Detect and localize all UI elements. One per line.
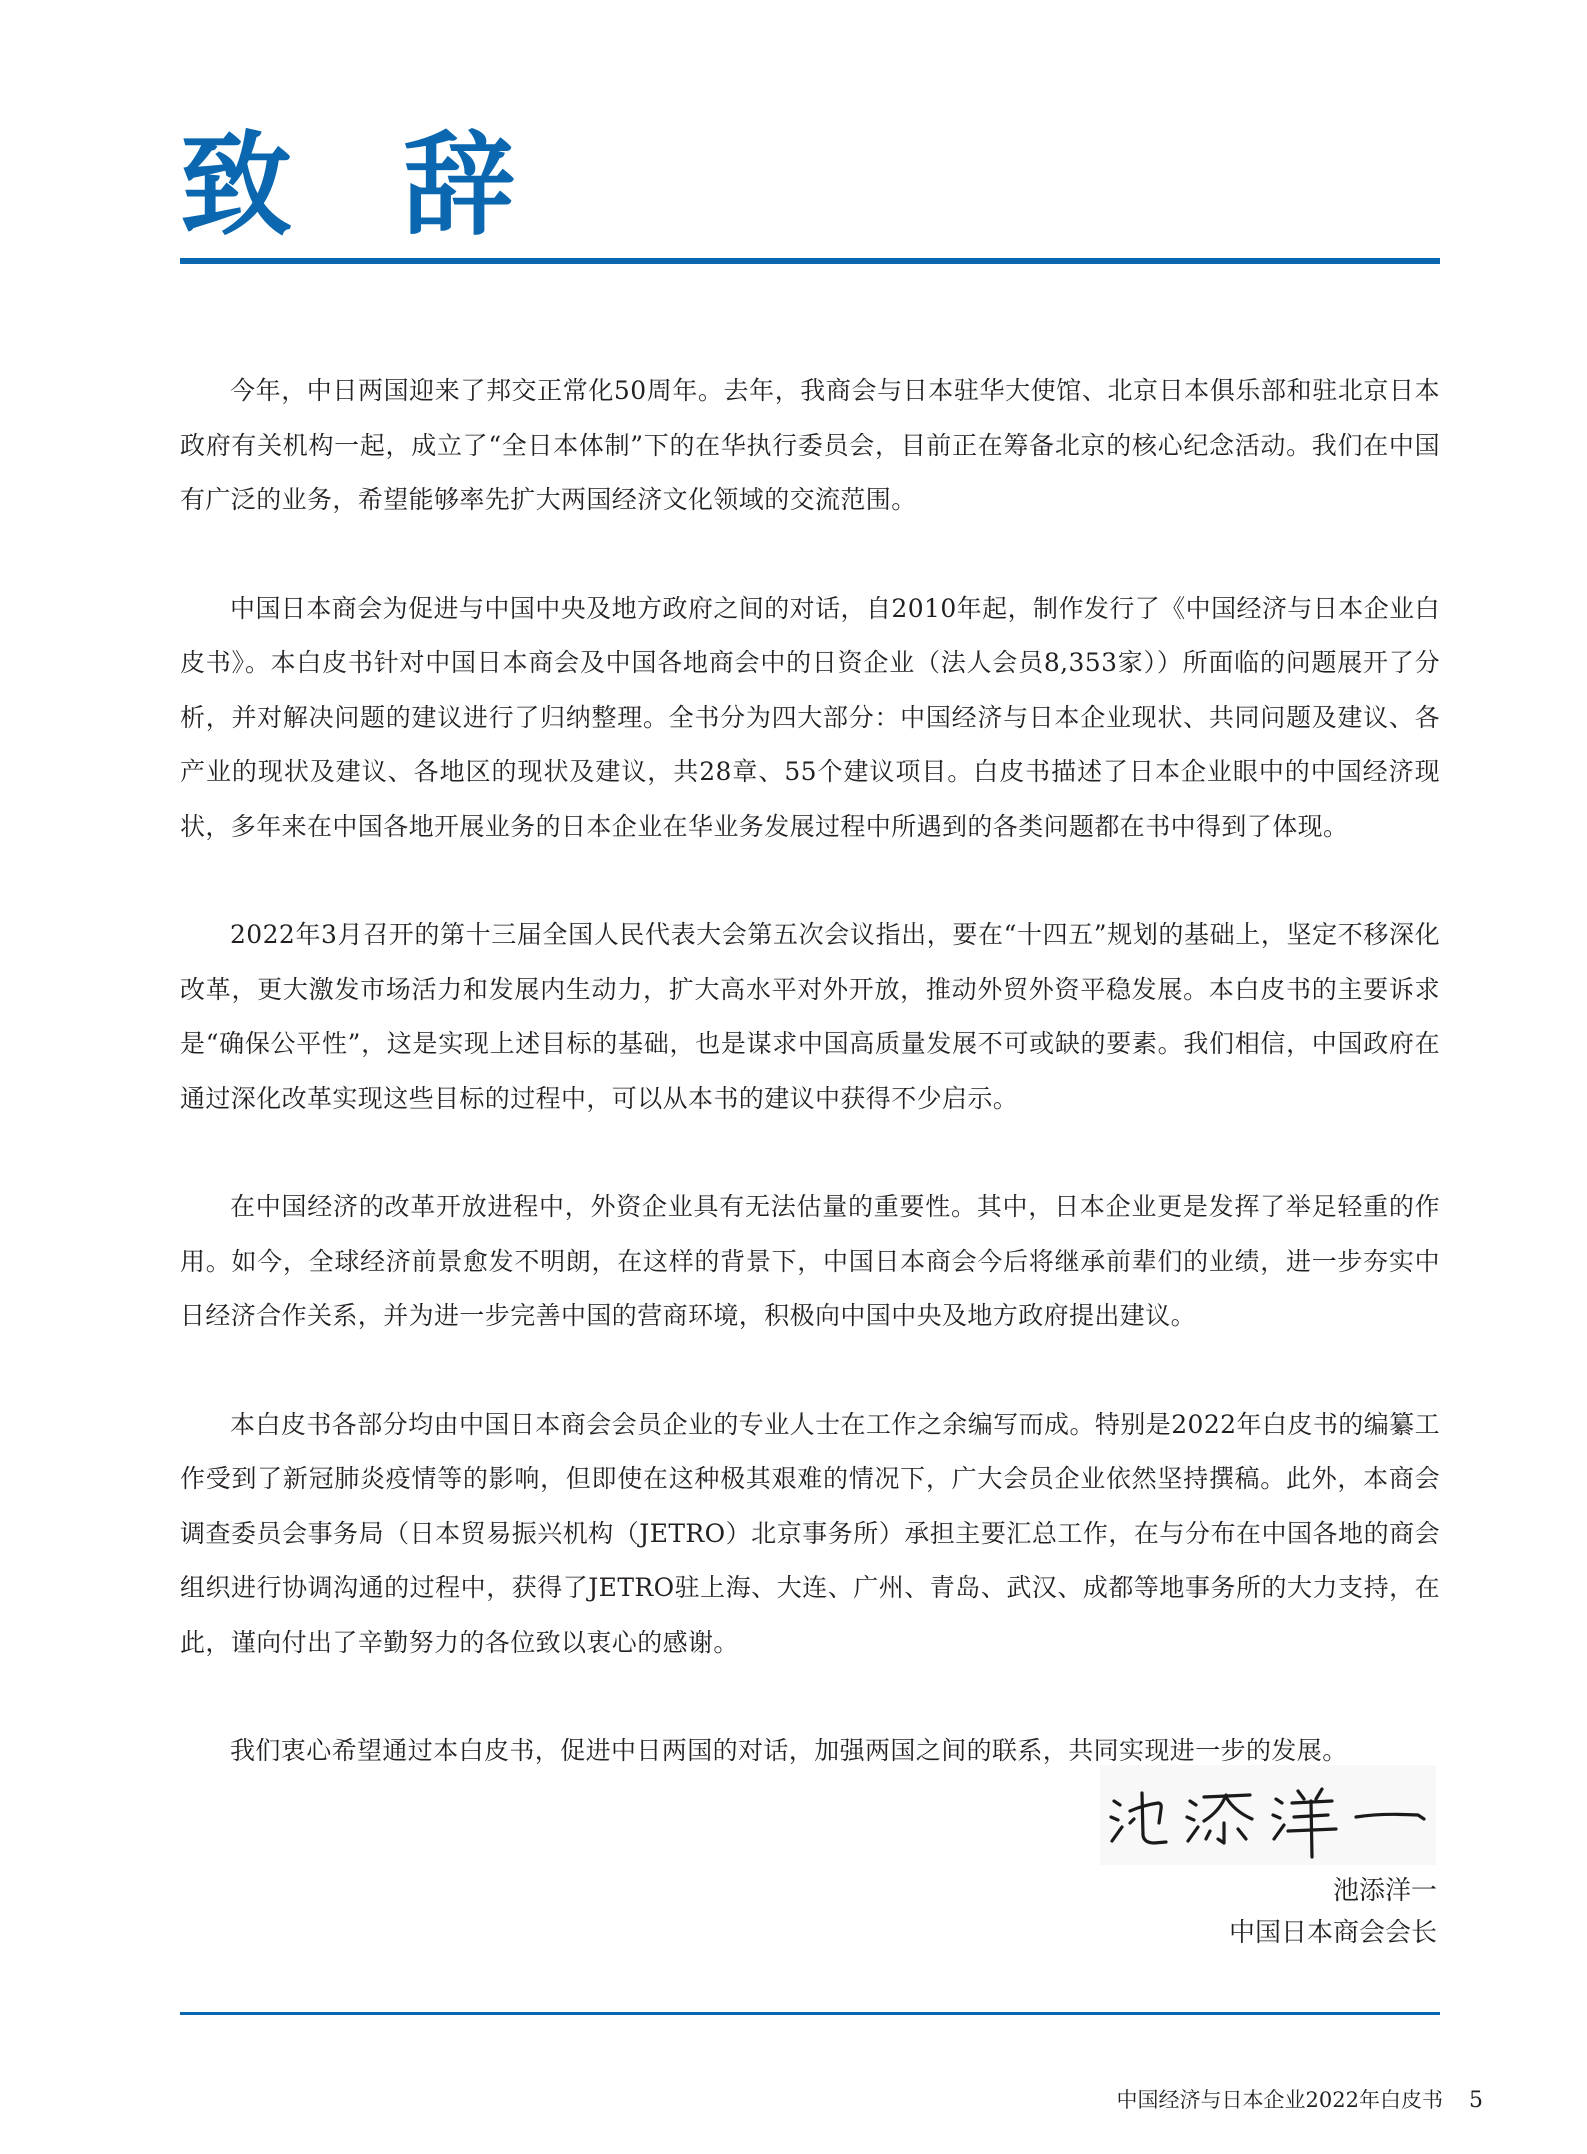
signature-image [1100, 1765, 1436, 1865]
page-number: 5 [1469, 2088, 1483, 2113]
publication-title: 中国经济与日本企业2022年白皮书 [1116, 2088, 1443, 2112]
signer-block [1229, 1870, 1437, 1954]
paragraph: 中国日本商会为促进与中国中央及地方政府之间的对话，自2010年起，制作发行了《中国经济与日本企业白皮书》。本白皮书针对中国日本商会及中国各地商会中的日资企业（法人会员8,353家））所面临的问题展开了分析，并对解决问题的建议进行了归纳整理。全书分为四大部分：中国经济与日本企业现状、共同问题及建议、各产业的现状及建议、各地区的现状及建议，共28章、55个建议项目。白皮书描述了日本企业眼中的中国经济现状，多年来在中国各地开展业务的日本企业在华业务发展过程中所遇到的各类问题都在书中得到了体现。 [180, 593, 1440, 841]
paragraph: 在中国经济的改革开放进程中，外资企业具有无法估量的重要性。其中，日本企业更是发挥了举足轻重的作用。如今，全球经济前景愈发不明朗，在这样的背景下，中国日本商会今后将继承前辈们的业绩，进一步夯实中日经济合作关系，并为进一步完善中国的营商环境，积极向中国中央及地方政府提出建议。 [180, 1192, 1440, 1330]
paragraph: 今年，中日两国迎来了邦交正常化50周年。去年，我商会与日本驻华大使馆、北京日本俱乐部和驻北京日本政府有关机构一起，成立了“全日本体制”下的在华执行委员会，目前正在筹备北京的核心纪念活动。我们在中国有广泛的业务，希望能够率先扩大两国经济文化领域的交流范围。 [180, 376, 1440, 514]
body-text [180, 364, 1440, 1833]
title-divider [180, 258, 1440, 264]
page-title: 致 辞 [180, 121, 551, 251]
handwritten-signature [1100, 1765, 1436, 1865]
footer-divider [180, 2012, 1440, 2015]
paragraph: 2022年3月召开的第十三届全国人民代表大会第五次会议指出，要在“十四五”规划的基础上，坚定不移深化改革，更大激发市场活力和发展内生动力，扩大高水平对外开放，推动外贸外资平稳发展。本白皮书的主要诉求是“确保公平性”，这是实现上述目标的基础，也是谋求中国高质量发展不可或缺的要素。我们相信，中国政府在通过深化改革实现这些目标的过程中，可以从本书的建议中获得不少启示。 [180, 920, 1440, 1113]
signer-title: 中国日本商会会长 [1228, 1918, 1437, 1948]
signer-name: 池添洋一 [1332, 1876, 1437, 1906]
page-footer [1117, 2086, 1483, 2115]
paragraph: 我们衷心希望通过本白皮书，促进中日两国的对话，加强两国之间的联系，共同实现进一步的发展。 [230, 1736, 1348, 1765]
paragraph: 本白皮书各部分均由中国日本商会会员企业的专业人士在工作之余编写而成。特别是2022年白皮书的编纂工作受到了新冠肺炎疫情等的影响，但即使在这种极其艰难的情况下，广大会员企业依然坚持撰稿。此外，本商会调查委员会事务局（日本贸易振兴机构（JETRO）北京事务所）承担主要汇总工作，在与分布在中国各地的商会组织进行协调沟通的过程中，获得了JETRO驻上海、大连、广州、青岛、武汉、成都等地事务所的大力支持，在此，谨向付出了辛勤努力的各位致以衷心的感谢。 [180, 1409, 1440, 1657]
